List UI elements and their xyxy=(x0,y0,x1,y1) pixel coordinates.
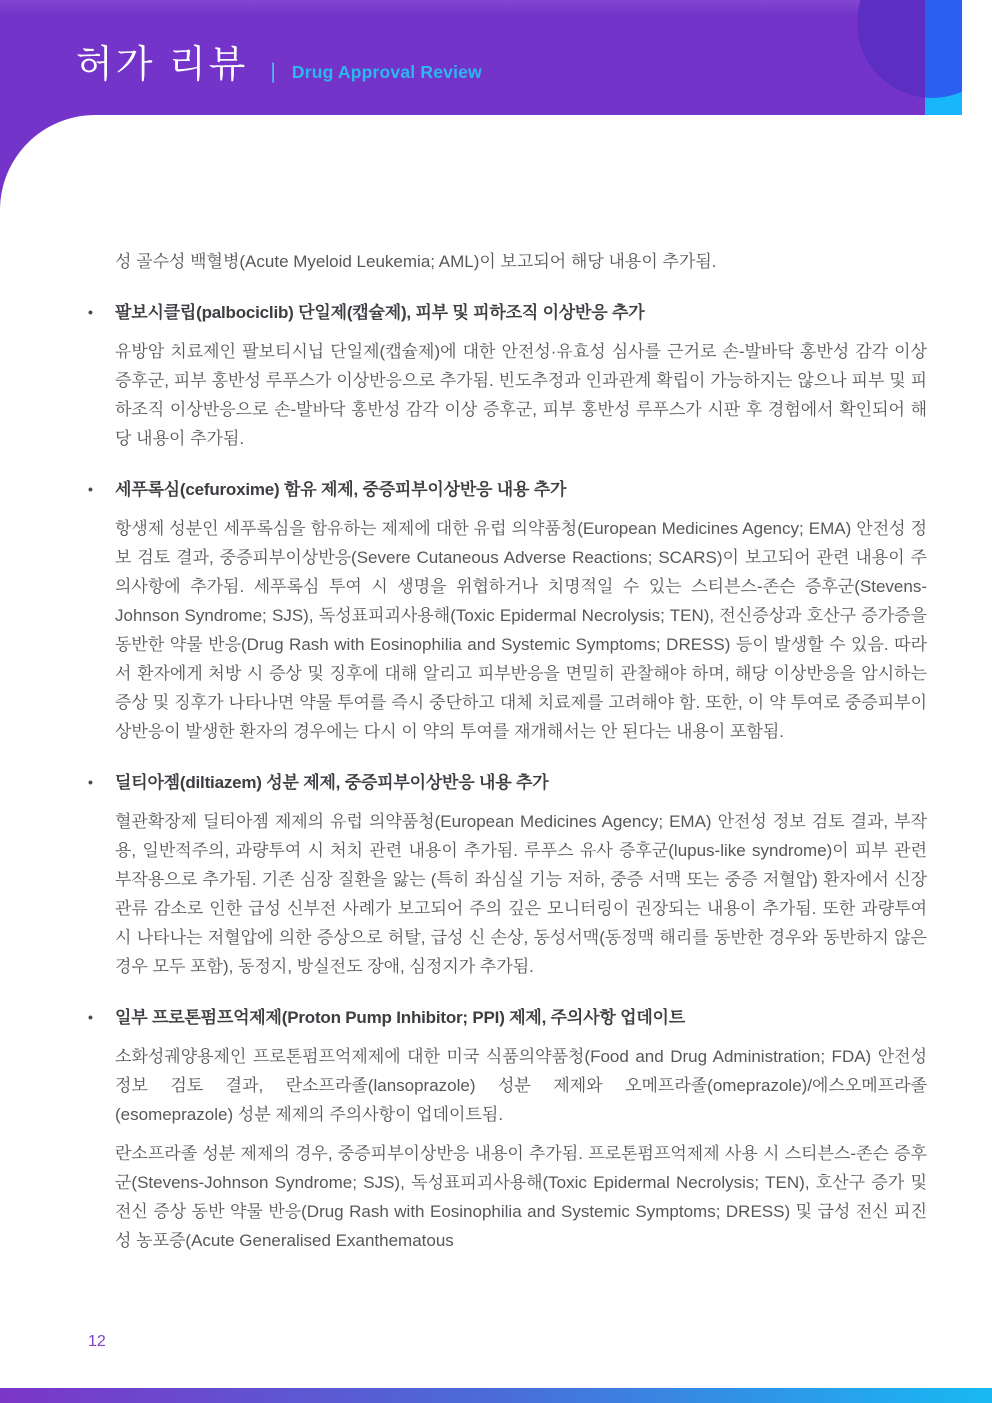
bullet-icon: • xyxy=(88,1009,93,1025)
document-body xyxy=(88,247,927,1265)
section-heading-cefuroxime xyxy=(88,475,927,504)
section-heading-text: 팔보시클립(palbociclib) 단일제(캡슐제), 피부 및 피하조직 이상반응 추가 xyxy=(115,303,645,322)
section-heading-diltiazem xyxy=(88,768,927,797)
bullet-icon: • xyxy=(88,481,93,497)
indigo-circle-shape xyxy=(857,0,925,98)
header-title-english: Drug Approval Review xyxy=(291,61,482,82)
section-paragraph: 란소프라졸 성분 제제의 경우, 중증피부이상반응 내용이 추가됨. 프로톤펌프억제제 사용 시 스티븐스-존슨 증후군(Stevens-Johnson Syndrome; SJS), 독성표피괴사용해(Toxic Epidermal Necrolysis; TEN), 호산구 증가 및 전신 증상 동반 약물 반응(Drug Rash with Eosinophilia and Systemic Symptoms; DRESS) 및 급성 전신 피진성 농포증(Acute Generalised Exanthematous xyxy=(115,1144,927,1250)
page-number: 12 xyxy=(88,1333,106,1350)
bullet-icon: • xyxy=(88,774,93,790)
section-heading-palbociclib xyxy=(88,298,927,327)
section-heading-text: 딜티아젬(diltiazem) 성분 제제, 중증피부이상반응 내용 추가 xyxy=(115,773,549,792)
section-paragraph: 소화성궤양용제인 프로톤펌프억제제에 대한 미국 식품의약품청(Food and Drug Administration; FDA) 안전성 정보 검토 결과, 란소프라졸(lansoprazole) 성분 제제와 오메프라졸(omeprazole)/에스오메프라졸(esomeprazole) 성분 제제의 주의사항이 업데이트됨. xyxy=(115,1047,927,1124)
footer-gradient-bar xyxy=(0,1388,992,1403)
bullet-icon: • xyxy=(88,304,93,320)
section-heading-ppi xyxy=(88,1003,927,1032)
section-paragraph: 혈관확장제 딜티아젬 제제의 유럽 의약품청(European Medicines Agency; EMA) 안전성 정보 검토 결과, 부작용, 일반적주의, 과량투여 시 처치 관련 내용이 추가됨. 루푸스 유사 증후군(lupus-like syndrome)이 피부 관련 부작용으로 추가됨. 기존 심장 질환을 앓는 (특히 좌심실 기능 저하, 중증 서맥 또는 중증 저혈압) 환자에서 신장 관류 감소로 인한 급성 신부전 사례가 보고되어 주의 깊은 모니터링이 권장되는 내용이 추가됨. 또한 과량투여 시 나타나는 저혈압에 의한 증상으로 허탈, 급성 신 손상, 동성서맥(동정맥 해리를 동반한 경우와 동반하지 않은 경우 모두 포함), 동정지, 방실전도 장애, 심정지가 추가됨. xyxy=(115,812,927,976)
content-panel-rounded-corner xyxy=(0,115,992,217)
section-heading-text: 세푸록심(cefuroxime) 함유 제제, 중증피부이상반응 내용 추가 xyxy=(115,480,567,499)
section-paragraph: 항생제 성분인 세푸록심을 함유하는 제제에 대한 유럽 의약품청(European Medicines Agency; EMA) 안전성 정보 검토 결과, 중증피부이상반응(Severe Cutaneous Adverse Reactions; SCARS)이 보고되어 관련 내용이 주의사항에 추가됨. 세푸록심 투여 시 생명을 위협하거나 치명적일 수 있는 스티븐스-존슨 증후군(Stevens-Johnson Syndrome; SJS), 독성표피괴사용해(Toxic Epidermal Necrolysis; TEN), 전신증상과 호산구 증가증을 동반한 약물 반응(Drug Rash with Eosinophilia and Systemic Symptoms; DRESS) 등이 발생할 수 있음. 따라서 환자에게 처방 시 증상 및 징후에 대해 알리고 피부반응을 면밀히 관찰해야 하며, 해당 이상반응을 암시하는 증상 및 징후가 나타나면 약물 투여를 즉시 중단하고 대체 치료제를 고려해야 함. 또한, 이 약 투여로 중증피부이상반응이 발생한 환자의 경우에는 다시 이 약의 투여를 재개해서는 안 된다는 내용이 포함됨. xyxy=(115,519,927,741)
header-title-group xyxy=(76,46,482,84)
header-title-separator: | xyxy=(270,60,276,83)
section-heading-text: 일부 프로톤펌프억제제(Proton Pump Inhibitor; PPI) 제제, 주의사항 업데이트 xyxy=(115,1008,685,1027)
section-paragraph: 유방암 치료제인 팔보티시닙 단일제(캡슐제)에 대한 안전성·유효성 심사를 근거로 손-발바닥 홍반성 감각 이상 증후군, 피부 홍반성 루푸스가 이상반응으로 추가됨. 빈도추정과 인과관계 확립이 가능하지는 않으나 피부 및 피하조직 이상반응으로 손-발바닥 홍반성 감각 이상 증후군, 피부 홍반성 루푸스가 시판 후 경험에서 확인되어 해당 내용이 추가됨. xyxy=(115,342,927,448)
continuation-paragraph: 성 골수성 백혈병(Acute Myeloid Leukemia; AML)이 보고되어 해당 내용이 추가됨. xyxy=(115,252,717,271)
header-title-korean: 허가 리뷰 xyxy=(76,44,249,86)
